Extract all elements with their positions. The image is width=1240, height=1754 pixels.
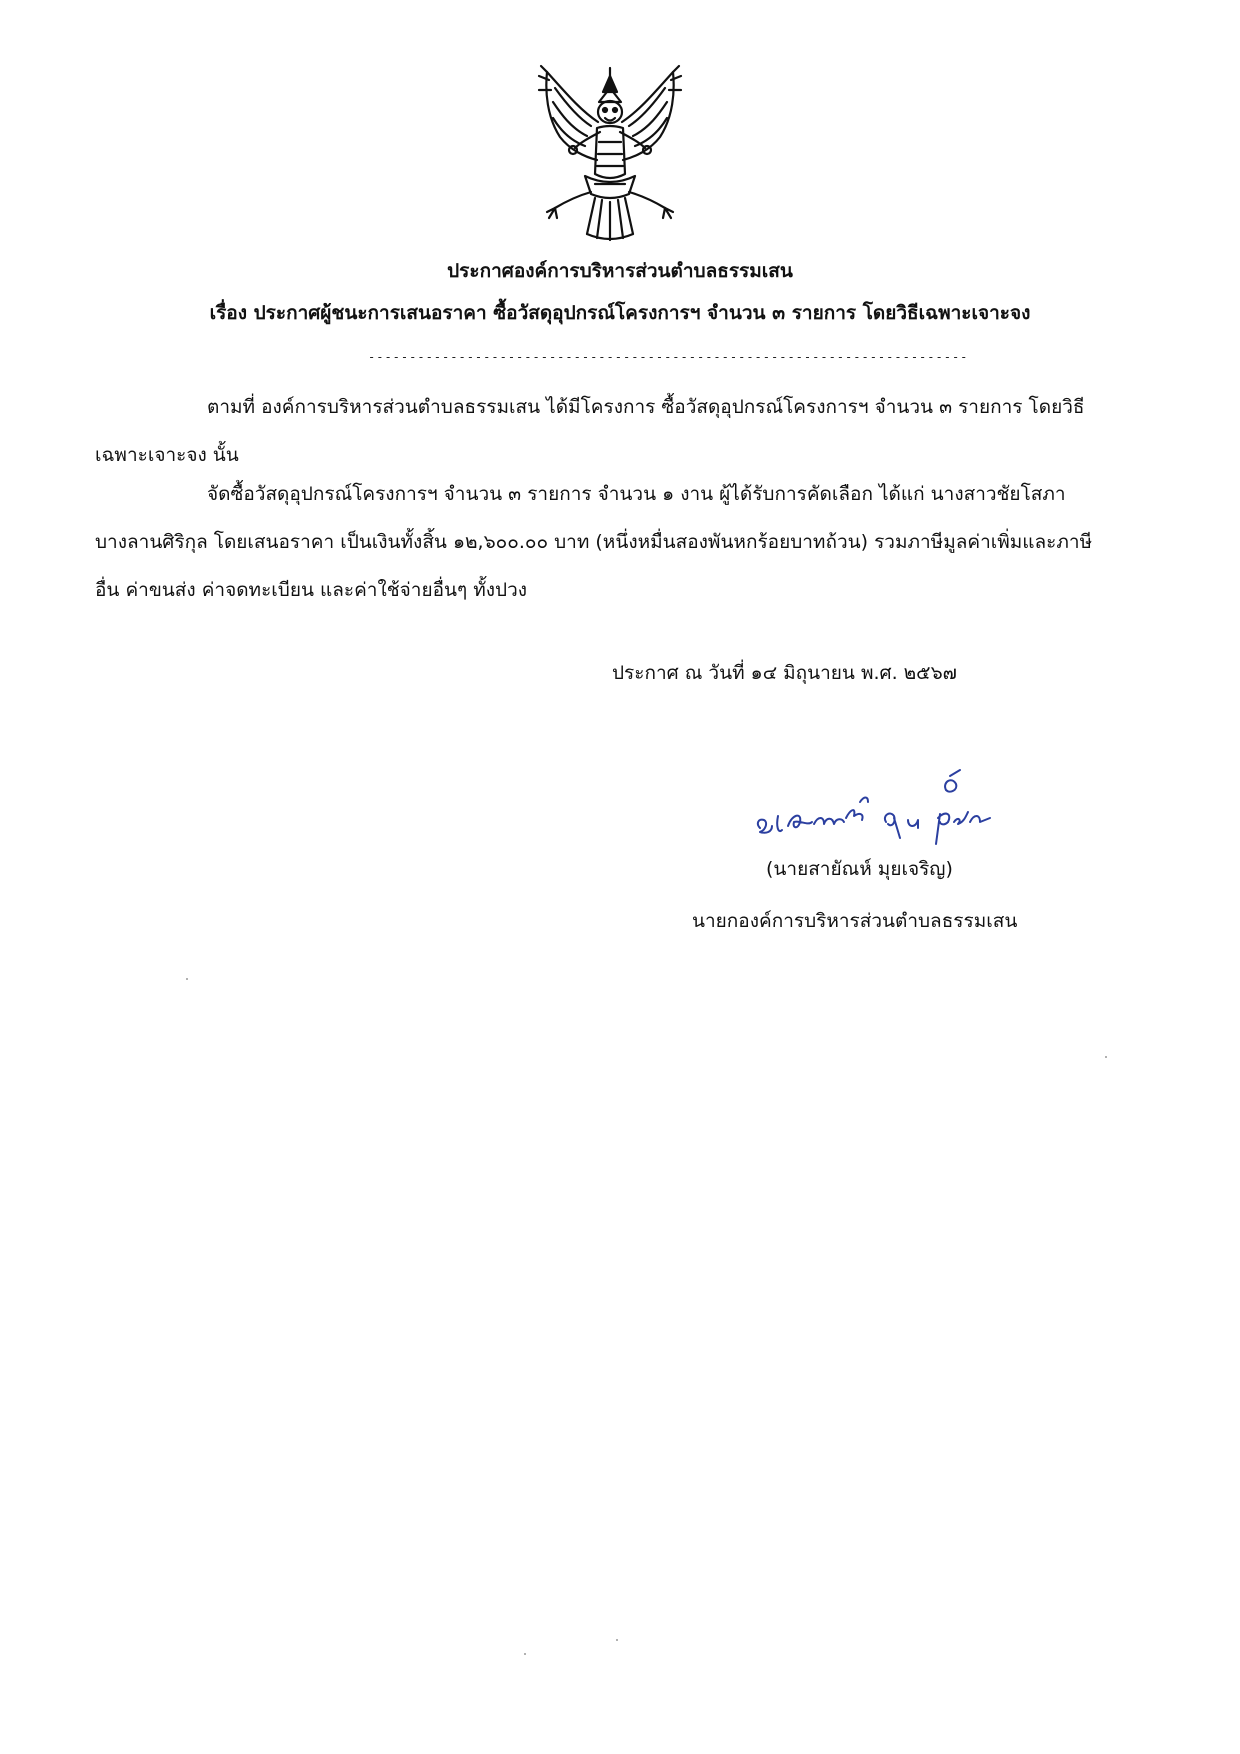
scan-speck: [1105, 1056, 1107, 1058]
announcement-subject: เรื่อง ประกาศผู้ชนะการเสนอราคา ซื้อวัสดุอุปกรณ์โครงการฯ จำนวน ๓ รายการ โดยวิธีเฉพาะเจาะจง: [209, 302, 1031, 324]
handwritten-signature: [752, 766, 1042, 846]
signer-name: (นายสายัณห์ มุยเจริญ): [766, 858, 953, 880]
announcement-date: ประกาศ ณ วันที่ ๑๔ มิถุนายน พ.ศ. ๒๕๖๗: [612, 662, 957, 684]
scan-speck: [524, 1653, 526, 1655]
signer-position: นายกองค์การบริหารส่วนตำบลธรรมเสน: [692, 910, 1018, 932]
garuda-emblem-icon: [525, 62, 695, 242]
scan-speck: [186, 978, 188, 980]
paragraph-winner-text: จัดซื้อวัสดุอุปกรณ์โครงการฯ จำนวน ๓ รายการ จำนวน ๑ งาน ผู้ได้รับการคัดเลือก ได้แก่ นางสาวชัยโสภา บางลานศิริกุล โดยเสนอราคา เป็นเงินทั้งสิ้น ๑๒,๖๐๐.๐๐ บาท (หนึ่งหมื่นสองพันหกร้อยบาทถ้วน) รวมภาษีมูลค่าเพิ่มและภาษีอื่น ค่าขนส่ง ค่าจดทะเบียน และค่าใช้จ่ายอื่นๆ ทั้งปวง: [95, 483, 1093, 601]
paragraph-project: [95, 383, 1095, 479]
scan-speck: [616, 1639, 618, 1641]
announcement-title: ประกาศองค์การบริหารส่วนตำบลธรรมเสน: [447, 260, 793, 282]
paragraph-winner: [95, 470, 1095, 614]
paragraph-project-text: ตามที่ องค์การบริหารส่วนตำบลธรรมเสน ได้มีโครงการ ซื้อวัสดุอุปกรณ์โครงการฯ จำนวน ๓ รายการ โดยวิธีเฉพาะเจาะจง นั้น: [95, 396, 1085, 466]
title-divider: -------------------------------------------------------------------------: [368, 350, 969, 364]
